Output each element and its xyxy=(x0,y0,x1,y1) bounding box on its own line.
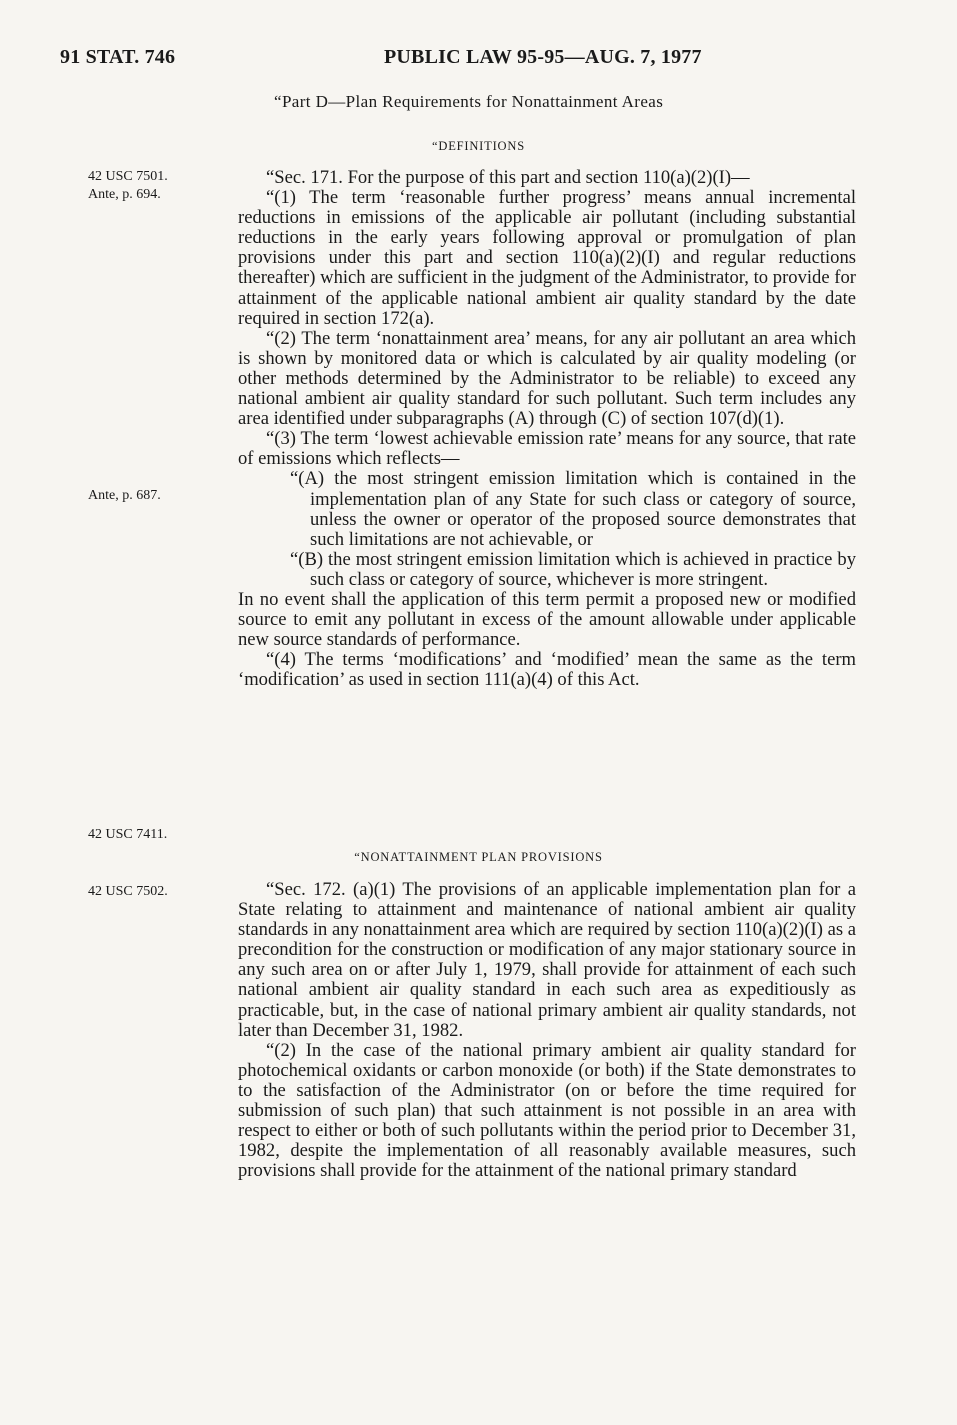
margin-citation-7501: 42 USC 7501. xyxy=(88,169,168,184)
margin-ref-ante-687: Ante, p. 687. xyxy=(88,488,161,503)
definition-reasonable-further-progress: “(1) The term ‘reasonable further progress’ means annual incremental reductions in emissions of the applicable air pollutant (including substantial reductions in the early years following approval or promulgation of plan provisions under this part and section 110(a)(2)(I) and regular reductions thereafter) which are sufficient in the judgment of the Administrator, to provide for attainment of the applicable national ambient air quality standard by the date required in section 172(a). xyxy=(238,187,856,329)
definitions-heading: “DEFINITIONS xyxy=(432,139,525,153)
page-number: 91 STAT. 746 xyxy=(60,46,176,68)
subparagraph-a: “(A) the most stringent emission limitation which is contained in the implementation plan of any State for such class or category of source, unless the owner or operator of the proposed source demonstrates that such limitations are not achievable, or xyxy=(290,468,856,550)
section-171-intro: “Sec. 171. For the purpose of this part and section 110(a)(2)(I)— xyxy=(266,167,750,188)
margin-ref-ante-694: Ante, p. 694. xyxy=(88,187,161,202)
definition-modifications: “(4) The terms ‘modifications’ and ‘modified’ mean the same as the term ‘modification’ as used in section 111(a)(4) of this Act. xyxy=(238,649,856,691)
margin-citation-7502: 42 USC 7502. xyxy=(88,884,168,899)
section-171-body xyxy=(238,168,856,690)
definition-3-tail: In no event shall the application of this term permit a proposed new or modified source to emit any pollutant in excess of the amount allowable under applicable new source standards of performance. xyxy=(238,588,856,651)
nonattainment-plan-heading: “NONATTAINMENT PLAN PROVISIONS xyxy=(354,850,603,864)
section-172-a2: “(2) In the case of the national primary ambient air quality standard for photochemical oxidants or carbon monoxide (or both) if the State demonstrates to to the satisfaction of the Administrator (on or before the time required for submission of such plan) that such attainment is not possible in an area with respect to either or both of such pollutants within the period prior to December 31, 1982, despite the implementation of all reasonably available measures, such provisions shall provide for the attainment of the national primary standard xyxy=(238,1039,856,1182)
definition-nonattainment-area: “(2) The term ‘nonattainment area’ means, for any air pollutant an area which is shown by monitored data or which is calculated by air quality modeling (or other methods determined by the Administrator to be reliable) to exceed any national ambient air quality standard for such pollutant. Such term includes any area identified under subparagraphs (A) through (C) of section 107(d)(1). xyxy=(238,327,856,430)
section-172-a1: “Sec. 172. (a)(1) The provisions of an applicable implementation plan for a State relating to attainment and maintenance of national ambient air quality standards in any nonattainment area which are required by section 110(a)(2)(I) as a precondition for the construction or modification of any major stationary source in any such area on or after July 1, 1979, shall provide for attainment of each such national ambient air quality standard in each such area as expeditiously as practicable, but, in the case of national primary ambient air quality standards, not later than December 31, 1982. xyxy=(238,879,856,1041)
definition-lowest-achievable-emission-rate: “(3) The term ‘lowest achievable emission rate’ means for any source, that rate of emissions which reflects— xyxy=(238,428,856,470)
part-title: “Part D—Plan Requirements for Nonattainment Areas xyxy=(274,92,664,111)
margin-citation-7411: 42 USC 7411. xyxy=(88,827,168,842)
subparagraph-b: “(B) the most stringent emission limitation which is achieved in practice by such class or category of source, whichever is more stringent. xyxy=(290,548,856,590)
section-172-body xyxy=(238,880,856,1181)
running-title: PUBLIC LAW 95-95—AUG. 7, 1977 xyxy=(384,46,702,68)
